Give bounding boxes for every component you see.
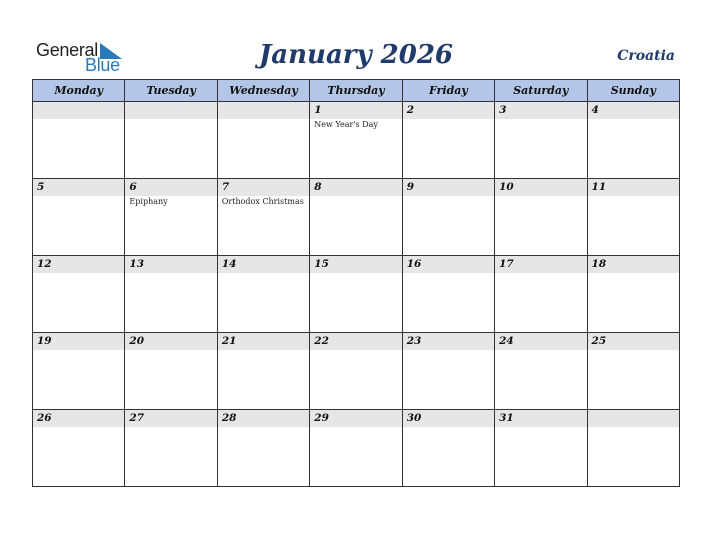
day-number: 5	[33, 179, 124, 196]
day-cell	[125, 410, 217, 487]
day-number: 13	[125, 256, 216, 273]
day-cell	[217, 410, 309, 487]
day-number	[125, 102, 216, 119]
day-cell	[310, 256, 402, 333]
holiday-label: New Year's Day	[314, 120, 378, 129]
day-cell	[587, 102, 679, 179]
day-cell	[402, 102, 494, 179]
day-number: 16	[403, 256, 494, 273]
holiday-label: Epiphany	[129, 197, 168, 206]
day-cell	[33, 410, 125, 487]
day-number: 15	[310, 256, 401, 273]
day-number: 12	[33, 256, 124, 273]
weekday-thursday: Thursday	[310, 80, 402, 102]
day-cell	[217, 102, 309, 179]
day-number: 30	[403, 410, 494, 427]
week-row	[33, 410, 680, 487]
day-cell	[217, 179, 309, 256]
day-cell	[125, 102, 217, 179]
day-number: 17	[495, 256, 586, 273]
day-number: 4	[588, 102, 679, 119]
day-number: 2	[403, 102, 494, 119]
calendar-grid	[32, 79, 680, 487]
day-number: 26	[33, 410, 124, 427]
day-number: 14	[218, 256, 309, 273]
day-cell	[402, 179, 494, 256]
day-cell	[402, 410, 494, 487]
week-row	[33, 333, 680, 410]
day-number: 20	[125, 333, 216, 350]
day-cell	[587, 333, 679, 410]
day-cell	[310, 179, 402, 256]
day-cell	[125, 179, 217, 256]
week-row	[33, 256, 680, 333]
week-row	[33, 102, 680, 179]
day-cell	[495, 179, 587, 256]
day-cell	[402, 333, 494, 410]
day-cell	[495, 256, 587, 333]
day-number: 1	[310, 102, 401, 119]
day-number: 19	[33, 333, 124, 350]
day-number: 8	[310, 179, 401, 196]
day-cell	[33, 333, 125, 410]
calendar-title: January 2026	[258, 40, 454, 70]
day-cell	[495, 333, 587, 410]
weekday-header-row	[33, 80, 680, 102]
day-number: 24	[495, 333, 586, 350]
day-number	[33, 102, 124, 119]
day-number: 7	[218, 179, 309, 196]
day-cell	[402, 256, 494, 333]
day-cell	[125, 333, 217, 410]
weekday-sunday: Sunday	[587, 80, 679, 102]
day-number: 27	[125, 410, 216, 427]
day-number: 18	[588, 256, 679, 273]
day-number: 10	[495, 179, 586, 196]
day-number: 25	[588, 333, 679, 350]
weekday-wednesday: Wednesday	[217, 80, 309, 102]
day-number: 21	[218, 333, 309, 350]
day-cell	[310, 333, 402, 410]
weekday-friday: Friday	[402, 80, 494, 102]
logo-text-general: General	[36, 40, 98, 60]
day-cell	[495, 102, 587, 179]
day-number: 31	[495, 410, 586, 427]
weekday-monday: Monday	[33, 80, 125, 102]
day-cell	[33, 102, 125, 179]
day-cell	[33, 179, 125, 256]
day-cell	[310, 410, 402, 487]
weekday-tuesday: Tuesday	[125, 80, 217, 102]
day-cell	[310, 102, 402, 179]
logo-text-blue: Blue	[85, 55, 120, 75]
day-cell	[495, 410, 587, 487]
day-cell	[587, 256, 679, 333]
holiday-label: Orthodox Christmas	[221, 197, 304, 206]
day-number: 28	[218, 410, 309, 427]
day-number: 11	[588, 179, 679, 196]
day-number: 3	[495, 102, 586, 119]
day-cell	[125, 256, 217, 333]
day-cell	[587, 410, 679, 487]
week-row	[33, 179, 680, 256]
day-number: 9	[403, 179, 494, 196]
day-number: 22	[310, 333, 401, 350]
weekday-saturday: Saturday	[495, 80, 587, 102]
day-cell	[217, 256, 309, 333]
day-number: 29	[310, 410, 401, 427]
day-number: 6	[125, 179, 216, 196]
day-cell	[217, 333, 309, 410]
day-number	[588, 410, 679, 427]
day-cell	[587, 179, 679, 256]
day-cell	[33, 256, 125, 333]
day-number	[218, 102, 309, 119]
day-number: 23	[403, 333, 494, 350]
country-label: Croatia	[617, 48, 675, 64]
